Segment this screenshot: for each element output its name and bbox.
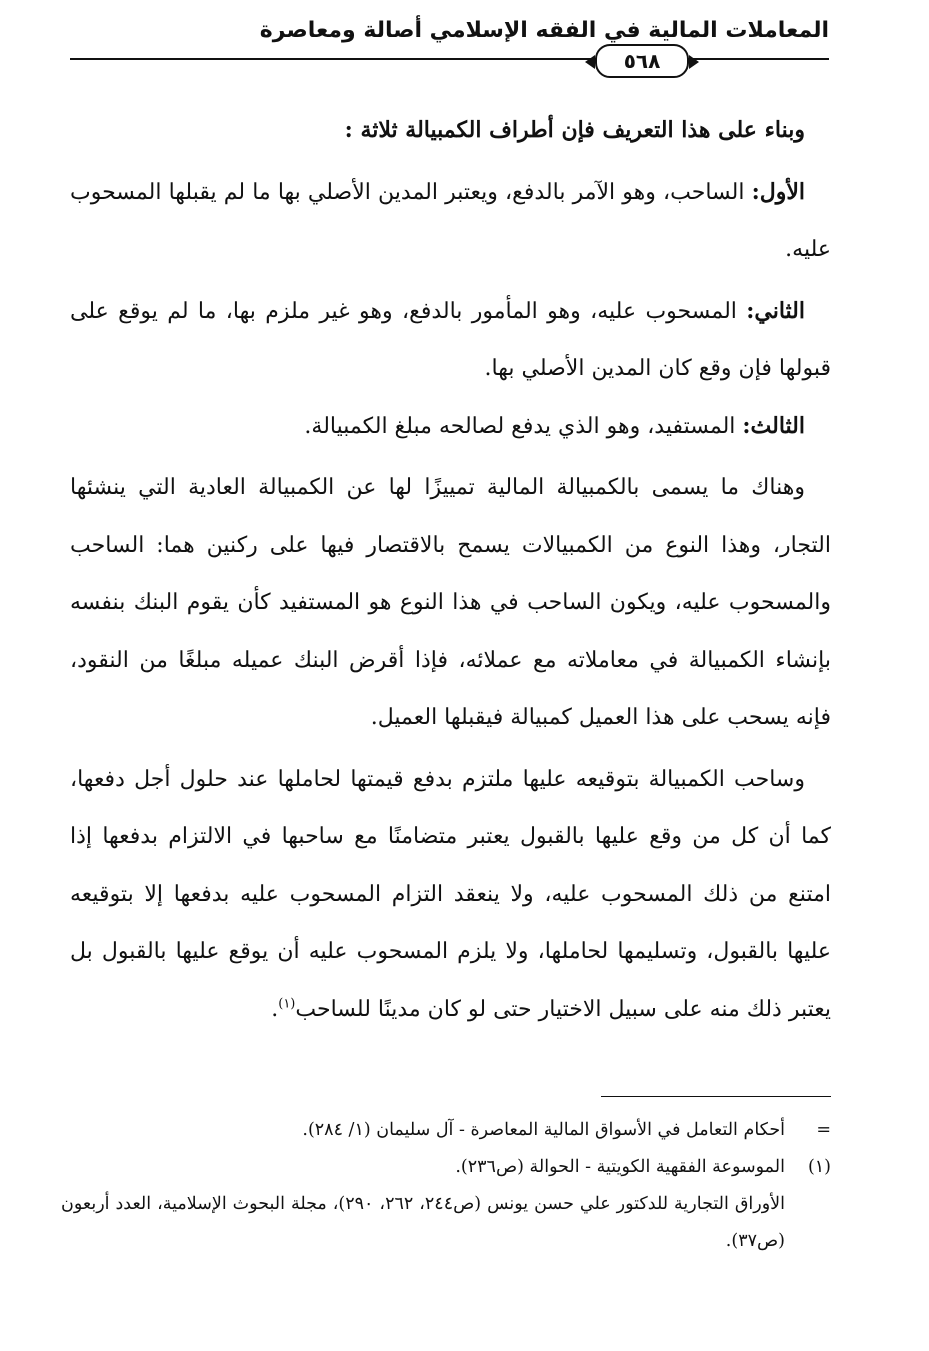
second-party-text: المسحوب عليه، وهو المأمور بالدفع، وهو غير ملزم بها، ما لم يوقع على قبولها فإن وقع كان المدين الأصلي بها. xyxy=(70,298,831,381)
footnote-1-continuation: الأوراق التجارية للدكتور علي حسن يونس (ص٢٤٤، ٢٦٢، ٢٩٠)، مجلة البحوث الإسلامية، العدد أربعون (ص٣٧). xyxy=(61,1194,786,1251)
paragraph-second-party xyxy=(70,283,831,398)
page-number: ٥٦٨ xyxy=(595,44,689,78)
book-title: المعاملات المالية في الفقه الإسلامي أصالة ومعاصرة xyxy=(259,18,829,43)
footnote-reference[interactable]: (١) xyxy=(278,996,296,1012)
footnote-continued-marker: = xyxy=(816,1120,831,1140)
footnote-1-text: الموسوعة الفقهية الكويتية - الحوالة (ص٢٣٦). xyxy=(455,1157,785,1177)
paragraph-financial-bill: وهناك ما يسمى بالكمبيالة المالية تمييزًا لها عن الكمبيالة العادية التي ينشئها التجار، وهذا النوع من الكمبيالات يسمح بالاقتصار فيها على ركنين هما: الساحب والمسحوب عليه، ويكون الساحب في هذا النوع هو المستفيد كأن يقوم البنك بنفسه بإنشاء الكمبيالة في معاملاته مع عملائه، فإذا أقرض البنك عميله مبلغًا من النقود، فإنه يسحب على هذا العميل كمبيالة فيقبلها العميل. xyxy=(70,475,831,730)
paragraph-intro: وبناء على هذا التعريف فإن أطراف الكمبيالة ثلاثة : xyxy=(344,117,805,143)
footnote-continued-text: أحكام التعامل في الأسواق المالية المعاصرة - آل سليمان (١/ ٢٨٤). xyxy=(302,1120,785,1140)
footnote-rule xyxy=(601,1096,831,1097)
second-party-label: الثاني: xyxy=(746,297,805,324)
paragraph-first-party xyxy=(70,164,831,279)
main-text xyxy=(70,102,831,1038)
paragraph-end: . xyxy=(271,996,279,1022)
first-party-label: الأول: xyxy=(751,178,805,205)
first-party-text: الساحب، وهو الآمر بالدفع، ويعتبر المدين الأصلي بها ما لم يقبلها المسحوب عليه. xyxy=(70,179,831,262)
paragraph-drawer-obligation xyxy=(70,751,831,1039)
third-party-text: المستفيد، وهو الذي يدفع لصالحه مبلغ الكمبيالة. xyxy=(304,413,743,439)
paragraph-third-party xyxy=(70,398,831,456)
footnote-continued xyxy=(61,1112,831,1149)
footnotes xyxy=(61,1112,831,1260)
footnote-1 xyxy=(61,1149,831,1186)
header-rule xyxy=(70,58,829,60)
third-party-label: الثالث: xyxy=(742,412,805,439)
footnote-1-marker: (١) xyxy=(807,1157,831,1177)
drawer-obligation-text: وساحب الكمبيالة بتوقيعه عليها ملتزم بدفع قيمتها لحاملها عند حلول أجل دفعها، كما أن كل من وقع عليها بالقبول يعتبر متضامنًا مع ساحبها في الالتزام بدفعها إذا امتنع من ذلك المسحوب عليه، ولا ينعقد التزام المسحوب عليه بدفعها إلا بتوقيعه عليها بالقبول، وتسليمها لحاملها، ولا يلزم المسحوب عليه أن يوقع عليها بالقبول بل يعتبر ذلك منه على سبيل الاختيار حتى لو كان مدينًا للساحب xyxy=(70,766,831,1022)
running-header xyxy=(70,18,829,58)
